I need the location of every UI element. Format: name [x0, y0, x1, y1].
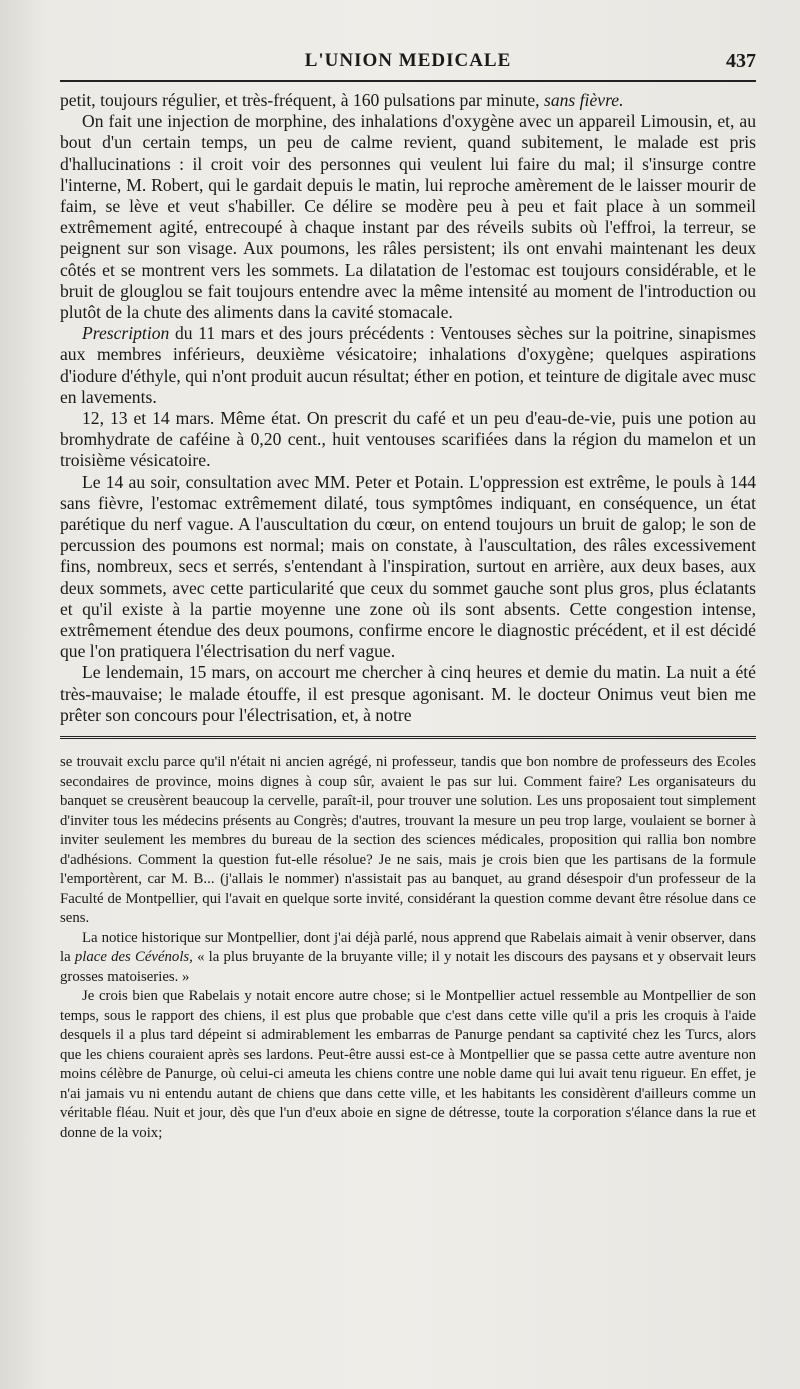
paragraph: 12, 13 et 14 mars. Même état. On prescrit du café et un peu d'eau-de-vie, puis une potion au bromhydrate de caféine à 0,20 cent., huit ventouses scarifiées dans la région du mamelon et un troisième vésicatoire. [60, 408, 756, 471]
paragraph-continuation [60, 90, 756, 111]
italic-text: Prescription [82, 323, 170, 344]
footnote-paragraph: se trouvait exclu parce qu'il n'était ni ancien agrégé, ni professeur, tandis que bon nombre de professeurs des Ecoles secondaires de province, moins dignes à coup sûr, avaient le pas sur lui. Comment faire? Les organisateurs du banquet se creusèrent beaucoup la cervelle, paraît-il, pour trouver une solution. Les uns proposaient tout simplement d'inviter tous les médecins présents au Congrès; d'autres, trouvant la mesure un peu trop large, voulaient se borner à inviter seulement les membres du bureau de la section des sciences médicales, proposition qui rallia bon nombre d'adhésions. Comment la question fut-elle résolue? Je ne sais, mais je crois bien que les partisans de la formule l'emportèrent, car M. B... (j'allais le nommer) n'assistait pas au banquet, au grand désespoir d'un professeur de la Faculté de Montpellier, qui l'avait en quelque sorte invité, considérant la question comme devant être résolue dans ce sens. [60, 754, 756, 927]
footnote-paragraph [60, 929, 756, 988]
main-text [60, 90, 756, 726]
italic-text: sans fièvre. [543, 90, 624, 110]
footnote-rule [60, 736, 756, 739]
footnote [60, 753, 756, 1143]
running-head [60, 44, 756, 80]
paragraph-text: petit, toujours régulier, et très-fréquent, à 160 pulsations par minute, [60, 90, 540, 110]
header-rule [60, 80, 756, 82]
paragraph: Le lendemain, 15 mars, on accourt me chercher à cinq heures et demie du matin. La nuit a été très-mauvaise; le malade étouffe, il est presque agonisant. M. le docteur Onimus veut bien me prêter son concours pour l'électrisation, et, à notre [60, 662, 756, 725]
paragraph: On fait une injection de morphine, des inhalations d'oxygène avec un appareil Limousin, et, au bout d'un certain temps, un peu de calme revient, quand subitement, le malade est pris d'hallucinations : il croit voir des personnes qui veulent lui faire du mal; il s'insurge contre l'interne, M. Robert, qui le gardait depuis le matin, lui reproche amèrement de le laisser mourir de faim, se lève et veut s'habiller. Ce délire se modère peu à peu et fait place à un sommeil extrêmement agité, entrecoupé à chaque instant par des réveils subits où l'effroi, la terreur, se peignent sur son visage. Aux poumons, les râles persistent; ils ont envahi maintenant les deux côtés et se montrent vers les sommets. La dilatation de l'estomac est toujours considérable, et le bruit de glouglou se fait toujours entendre avec la même intensité au moment de l'introduction ou plutôt de la chute des aliments dans la cavité stomacale. [60, 111, 756, 323]
paragraph-prescription [60, 323, 756, 408]
footnote-text: La notice historique sur Montpellier, dont j'ai déjà parlé, nous apprend que Rabelais aimait à venir observer, dans la [60, 929, 756, 966]
paragraph: Le 14 au soir, consultation avec MM. Peter et Potain. L'oppression est extrême, le pouls à 144 sans fièvre, l'estomac extrêmement dilaté, tous symptômes indiquant, en conséquence, un état parétique du nerf vague. A l'auscultation du cœur, on entend toujours un bruit de galop; le son de percussion des poumons est normal; mais on constate, à l'auscultation, des râles excessivement fins, nombreux, secs et serrés, s'entendant à l'inspiration, surtout en arrière, aux deux bases, aux deux sommets, avec cette particularité que ceux du sommet gauche sont plus gros, plus éclatants et qu'il existe à la partie moyenne une zone où ils sont absents. Cette congestion intense, extrêmement étendue des deux poumons, confirme encore le diagnostic précédent, et il est décidé que l'on pratiquera l'électrisation du nerf vague. [60, 471, 756, 662]
italic-text: place des Cévénols, [74, 949, 193, 966]
footnote-text: « la plus bruyante de la bruyante ville; il y notait les discours des paysans et y observait leurs grosses matoiseries. » [60, 949, 757, 985]
paragraph-text: du 11 mars et des jours précédents : Ventouses sèches sur la poitrine, sinapismes aux membres inférieurs, deuxième vésicatoire; inhalations d'oxygène; quelques aspirations d'iodure d'éthyle, qui n'ont produit aucun résultat; éther en potion, et teinture de digitale avec musc en lavements. [60, 323, 756, 407]
page-number: 437 [726, 50, 756, 72]
journal-title: L'UNION MEDICALE [304, 50, 512, 71]
footnote-paragraph: Je crois bien que Rabelais y notait encore autre chose; si le Montpellier actuel ressemble au Montpellier de son temps, sous le rapport des chiens, il est plus que probable que c'est dans cette ville qu'il a pris les croquis à l'aide desquels il a plus tard dépeint si admirablement les embarras de Panurge pendant sa captivité chez les Turcs, alors que les chiens couraient après ses lardons. Peut-être aussi est-ce à Montpellier que se passa cette autre aventure non moins célèbre de Panurge, où celui-ci ameuta les chiens contre une noble dame qui lui avait tenu rigueur. En effet, je n'ai jamais vu ni entendu autant de chiens que dans cette ville, et les habitants les considèrent d'ailleurs comme un véritable fléau. Nuit et jour, dès que l'un d'eux aboie en signe de détresse, toute la corporation s'élance dans la rue et donne de la voix; [60, 988, 756, 1141]
